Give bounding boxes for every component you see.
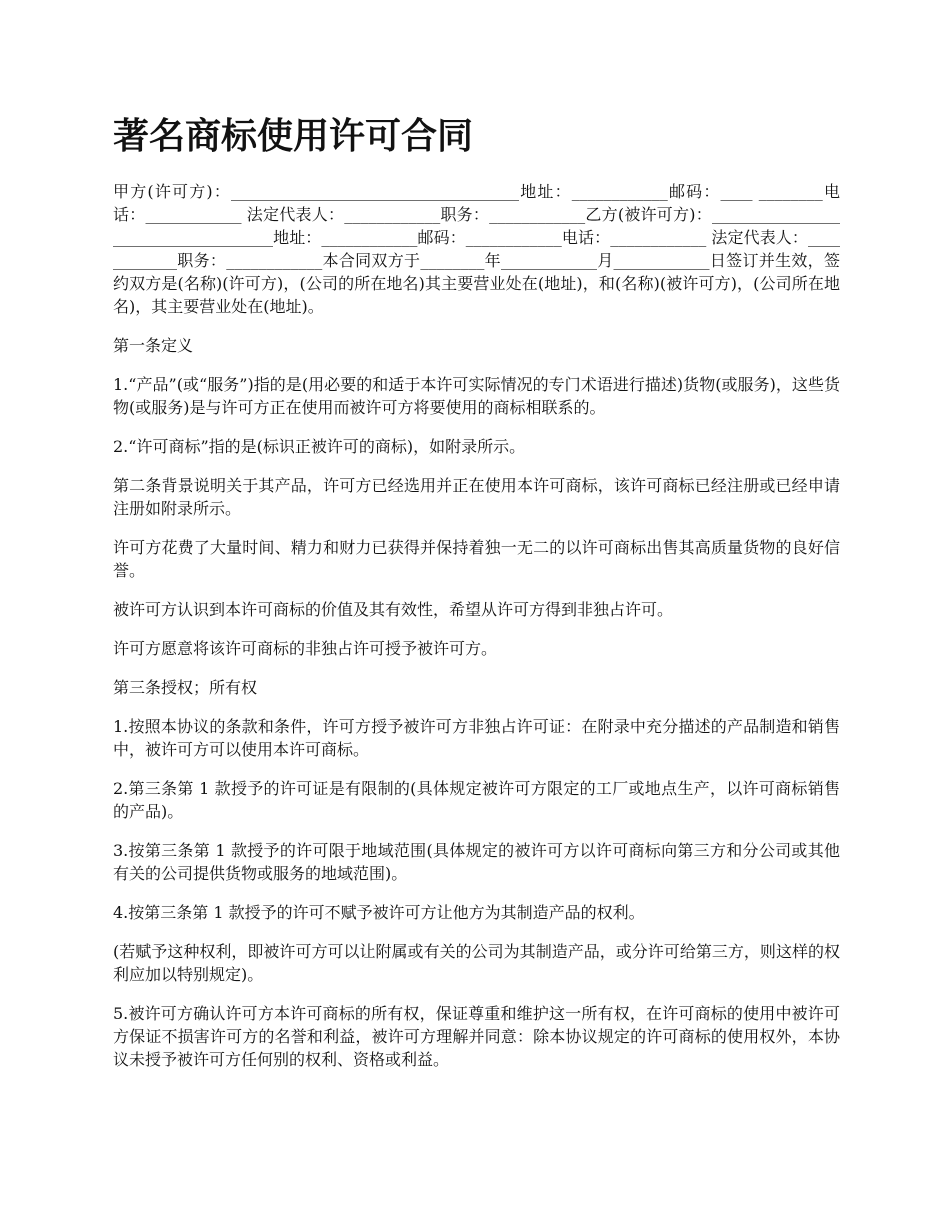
paragraph-article-2-background: 第二条背景说明关于其产品，许可方已经选用并正在使用本许可商标，该许可商标已经注册或已经申请注册如附录所示。 <box>113 476 840 518</box>
paragraph-grant-4-note: (若赋予这种权利，即被许可方可以让附属或有关的公司为其制造产品，或分许可给第三方，则这样的权利应加以特别规定)。 <box>113 942 840 984</box>
paragraph-article-1-heading: 第一条定义 <box>113 336 194 355</box>
paragraph-licensor-willing: 许可方愿意将该许可商标的非独占许可授予被许可方。 <box>113 639 498 658</box>
document-body <box>113 180 840 1087</box>
paragraph-definition-trademark: 2.“许可商标”指的是(标识正被许可的商标)，如附录所示。 <box>113 437 526 456</box>
document-title: 著名商标使用许可合同 <box>113 115 474 157</box>
paragraph-grant-4: 4.按第三条第 1 款授予的许可不赋予被许可方让他方为其制造产品的权利。 <box>113 903 645 922</box>
paragraph-licensee-recognition: 被许可方认识到本许可商标的价值及其有效性，希望从许可方得到非独占许可。 <box>113 600 674 619</box>
paragraph-article-3-heading: 第三条授权；所有权 <box>113 678 258 697</box>
paragraph-parties: 甲方(许可方)：____________________________________地址：____________邮码：____ ________电话：____________ 法定代表人：____________职务：____________乙方(被许可方)：____________________________________地址：____________邮码：____________电话：____________ 法定代表人：____________职务：____________本合同双方于________年____________月____________日签订并生效，签约双方是(名称)(许可方)，(公司的所在地名)其主要营业处在(地址)，和(名称)(被许可方)，(公司所在地名)，其主要营业处在(地址)。 <box>113 182 840 316</box>
paragraph-grant-3: 3.按第三条第 1 款授予的许可限于地域范围(具体规定的被许可方以许可商标向第三方和分公司或其他有关的公司提供货物或服务的地域范围)。 <box>113 841 840 883</box>
paragraph-definition-product: 1.“产品”(或“服务”)指的是(用必要的和适于本许可实际情况的专门术语进行描述)货物(或服务)，这些货物(或服务)是与许可方正在使用而被许可方将要使用的商标相联系的。 <box>113 375 840 417</box>
paragraph-grant-1: 1.按照本协议的条款和条件，许可方授予被许可方非独占许可证：在附录中充分描述的产品制造和销售中，被许可方可以使用本许可商标。 <box>113 717 840 759</box>
paragraph-goodwill: 许可方花费了大量时间、精力和财力已获得并保持着独一无二的以许可商标出售其高质量货物的良好信誉。 <box>113 538 840 580</box>
paragraph-grant-2: 2.第三条第 1 款授予的许可证是有限制的(具体规定被许可方限定的工厂或地点生产，以许可商标销售的产品)。 <box>113 779 840 821</box>
paragraph-grant-5: 5.被许可方确认许可方本许可商标的所有权，保证尊重和维护这一所有权，在许可商标的使用中被许可方保证不损害许可方的名誉和利益，被许可方理解并同意：除本协议规定的许可商标的使用权外，本协议未授予被许可方任何别的权利、资格或利益。 <box>113 1004 840 1069</box>
